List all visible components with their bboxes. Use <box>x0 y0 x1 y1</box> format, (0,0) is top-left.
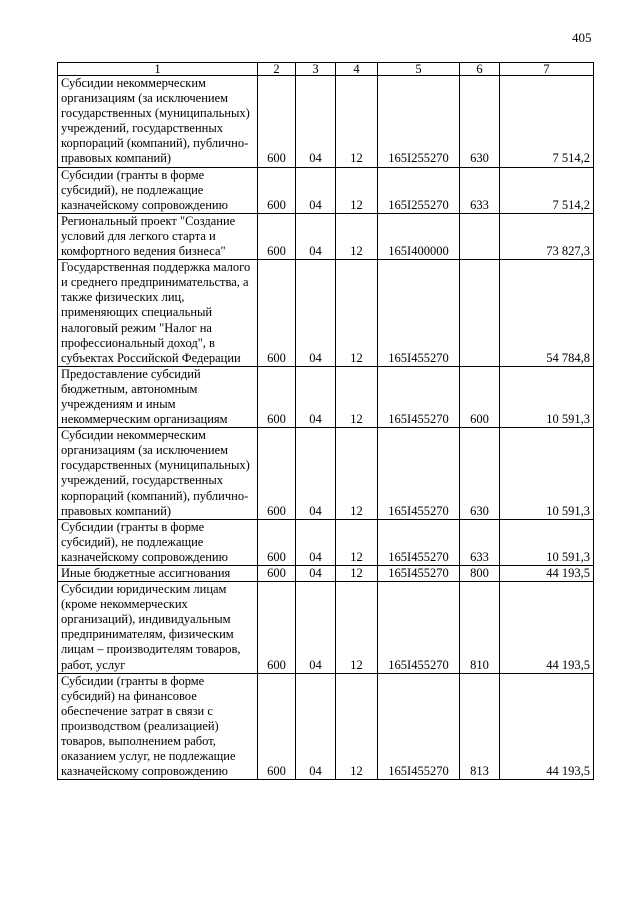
row-col-4: 12 <box>336 673 378 780</box>
row-name: Предоставление субсидий бюджетным, автономным учреждениям и иным некоммерческим организациям <box>58 366 258 427</box>
row-col-3: 04 <box>296 76 336 168</box>
row-col-2: 600 <box>258 260 296 367</box>
header-col-3: 3 <box>296 63 336 76</box>
row-name: Субсидии (гранты в форме субсидий) на финансовое обеспечение затрат в связи с производством (реализацией) товаров, выполнением работ, оказанием услуг, не подлежащие казначейскому сопровождению <box>58 673 258 780</box>
row-col-6: 630 <box>460 76 500 168</box>
row-amount: 10 591,3 <box>500 519 594 565</box>
row-col-4: 12 <box>336 566 378 582</box>
row-col-5: 165I455270 <box>378 566 460 582</box>
row-name: Государственная поддержка малого и среднего предпринимательства, а также физических лиц, применяющих специальный налоговый режим "Налог на профессиональный доход", в субъектах Российской Федерации <box>58 260 258 367</box>
row-col-5: 165I455270 <box>378 673 460 780</box>
row-name: Региональный проект "Создание условий для легкого старта и комфортного ведения бизнеса" <box>58 213 258 259</box>
row-amount: 54 784,8 <box>500 260 594 367</box>
table-row <box>58 566 594 582</box>
row-amount: 10 591,3 <box>500 428 594 520</box>
row-amount: 7 514,2 <box>500 167 594 213</box>
row-amount: 44 193,5 <box>500 582 594 674</box>
row-col-2: 600 <box>258 213 296 259</box>
row-col-5: 165I455270 <box>378 519 460 565</box>
row-amount: 7 514,2 <box>500 76 594 168</box>
row-col-4: 12 <box>336 428 378 520</box>
row-amount: 73 827,3 <box>500 213 594 259</box>
row-col-2: 600 <box>258 366 296 427</box>
row-col-4: 12 <box>336 366 378 427</box>
row-col-3: 04 <box>296 428 336 520</box>
row-col-4: 12 <box>336 76 378 168</box>
header-col-5: 5 <box>378 63 460 76</box>
row-col-5: 165I455270 <box>378 582 460 674</box>
row-col-2: 600 <box>258 582 296 674</box>
row-col-5: 165I255270 <box>378 76 460 168</box>
table-row <box>58 260 594 367</box>
table-row <box>58 673 594 780</box>
header-col-4: 4 <box>336 63 378 76</box>
table-row <box>58 519 594 565</box>
row-col-2: 600 <box>258 673 296 780</box>
row-col-5: 165I455270 <box>378 428 460 520</box>
table-row <box>58 167 594 213</box>
row-name: Субсидии (гранты в форме субсидий), не подлежащие казначейскому сопровождению <box>58 519 258 565</box>
row-col-3: 04 <box>296 566 336 582</box>
row-col-5: 165I255270 <box>378 167 460 213</box>
row-name: Субсидии юридическим лицам (кроме некоммерческих организаций), индивидуальным предпринимателям, физическим лицам – производителям товаров, работ, услуг <box>58 582 258 674</box>
row-col-6: 600 <box>460 366 500 427</box>
row-col-6: 633 <box>460 519 500 565</box>
row-col-4: 12 <box>336 167 378 213</box>
header-col-1: 1 <box>58 63 258 76</box>
row-amount: 10 591,3 <box>500 366 594 427</box>
row-col-3: 04 <box>296 519 336 565</box>
row-col-6: 633 <box>460 167 500 213</box>
row-col-5: 165I400000 <box>378 213 460 259</box>
table-row <box>58 582 594 674</box>
row-col-2: 600 <box>258 566 296 582</box>
table-header <box>58 63 594 76</box>
header-row <box>58 63 594 76</box>
row-col-6: 800 <box>460 566 500 582</box>
row-name: Субсидии некоммерческим организациям (за исключением государственных (муниципальных) учреждений, государственных корпораций (компаний), публично-правовых компаний) <box>58 428 258 520</box>
table-row <box>58 76 594 168</box>
row-col-5: 165I455270 <box>378 260 460 367</box>
row-col-3: 04 <box>296 213 336 259</box>
row-col-4: 12 <box>336 260 378 367</box>
table-row <box>58 366 594 427</box>
row-col-2: 600 <box>258 428 296 520</box>
row-col-4: 12 <box>336 519 378 565</box>
row-col-3: 04 <box>296 673 336 780</box>
row-amount: 44 193,5 <box>500 566 594 582</box>
table-row <box>58 428 594 520</box>
row-col-6: 630 <box>460 428 500 520</box>
row-col-4: 12 <box>336 213 378 259</box>
header-col-6: 6 <box>460 63 500 76</box>
row-col-3: 04 <box>296 167 336 213</box>
row-col-3: 04 <box>296 260 336 367</box>
row-col-3: 04 <box>296 366 336 427</box>
row-amount: 44 193,5 <box>500 673 594 780</box>
header-col-7: 7 <box>500 63 594 76</box>
row-col-2: 600 <box>258 167 296 213</box>
row-col-4: 12 <box>336 582 378 674</box>
row-name: Иные бюджетные ассигнования <box>58 566 258 582</box>
row-name: Субсидии (гранты в форме субсидий), не подлежащие казначейскому сопровождению <box>58 167 258 213</box>
page-number: 405 <box>572 30 592 45</box>
table-body <box>58 76 594 780</box>
row-name: Субсидии некоммерческим организациям (за исключением государственных (муниципальных) учреждений, государственных корпораций (компаний), публично-правовых компаний) <box>58 76 258 168</box>
header-col-2: 2 <box>258 63 296 76</box>
row-col-6 <box>460 260 500 367</box>
table-row <box>58 213 594 259</box>
row-col-3: 04 <box>296 582 336 674</box>
row-col-6 <box>460 213 500 259</box>
budget-table <box>57 62 594 780</box>
row-col-2: 600 <box>258 76 296 168</box>
row-col-6: 813 <box>460 673 500 780</box>
row-col-5: 165I455270 <box>378 366 460 427</box>
row-col-2: 600 <box>258 519 296 565</box>
row-col-6: 810 <box>460 582 500 674</box>
